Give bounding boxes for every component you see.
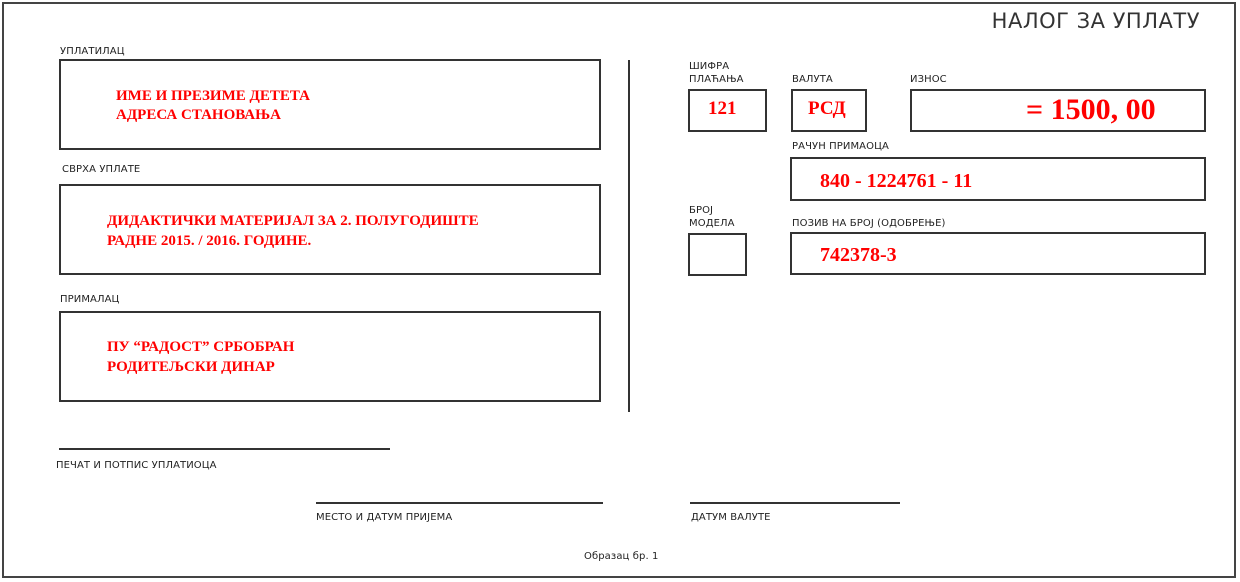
recipient-label: ПРИМАЛАЦ (60, 294, 120, 305)
recipient-account-label: РАЧУН ПРИМАОЦА (792, 141, 889, 152)
payer-line-1: ИМЕ И ПРЕЗИМЕ ДЕТЕТА (116, 88, 310, 104)
payer-line-2: АДРЕСА СТАНОВАЊА (116, 107, 281, 123)
purpose-label: СВРХА УПЛАТЕ (62, 164, 141, 175)
purpose-line-1: ДИДАКТИЧКИ МАТЕРИЈАЛ ЗА 2. ПОЛУГОДИШТЕ (107, 213, 479, 229)
amount-field[interactable] (910, 89, 1206, 132)
value-date-line[interactable] (690, 502, 900, 504)
payer-signature-label: ПЕЧАТ И ПОТПИС УПЛАТИОЦА (56, 460, 217, 471)
form-number: Образац бр. 1 (584, 551, 659, 562)
payment-code-label-line-2: ПЛАЋАЊА (689, 74, 744, 85)
reference-number-value: 742378-3 (820, 244, 897, 266)
model-number-field[interactable] (688, 233, 747, 276)
currency-value: РСД (808, 98, 846, 119)
payment-code-value: 121 (708, 98, 737, 119)
purpose-field[interactable] (59, 184, 601, 275)
payment-code-field[interactable] (688, 89, 767, 132)
recipient-line-1: ПУ “РАДОСТ” СРБОБРАН (107, 339, 295, 355)
reference-number-label: ПОЗИВ НА БРОЈ (ОДОБРЕЊЕ) (792, 218, 946, 229)
payment-code-label-line-1: ШИФРА (689, 61, 730, 72)
payer-signature-line[interactable] (59, 448, 390, 450)
recipient-line-2: РОДИТЕЉСКИ ДИНАР (107, 359, 275, 375)
place-date-line[interactable] (316, 502, 603, 504)
form-title: НАЛОГ ЗА УПЛАТУ (991, 9, 1200, 33)
recipient-field[interactable] (59, 311, 601, 402)
value-date-label: ДАТУМ ВАЛУТЕ (691, 512, 771, 523)
amount-value: = 1500, 00 (1026, 93, 1156, 126)
payer-field[interactable] (59, 59, 601, 150)
amount-label: ИЗНОС (910, 74, 947, 85)
place-date-label: МЕСТО И ДАТУМ ПРИЈЕМА (316, 512, 453, 523)
reference-number-field[interactable] (790, 232, 1206, 275)
currency-field[interactable] (791, 89, 867, 132)
purpose-line-2: РАДНЕ 2015. / 2016. ГОДИНЕ. (107, 233, 312, 249)
payer-label: УПЛАТИЛАЦ (60, 46, 125, 57)
model-number-label-line-2: МОДЕЛА (689, 218, 735, 229)
model-number-label-line-1: БРОЈ (689, 205, 714, 216)
section-divider (628, 60, 630, 412)
currency-label: ВАЛУТА (792, 74, 833, 85)
recipient-account-field[interactable] (790, 157, 1206, 201)
recipient-account-value: 840 - 1224761 - 11 (820, 170, 973, 192)
